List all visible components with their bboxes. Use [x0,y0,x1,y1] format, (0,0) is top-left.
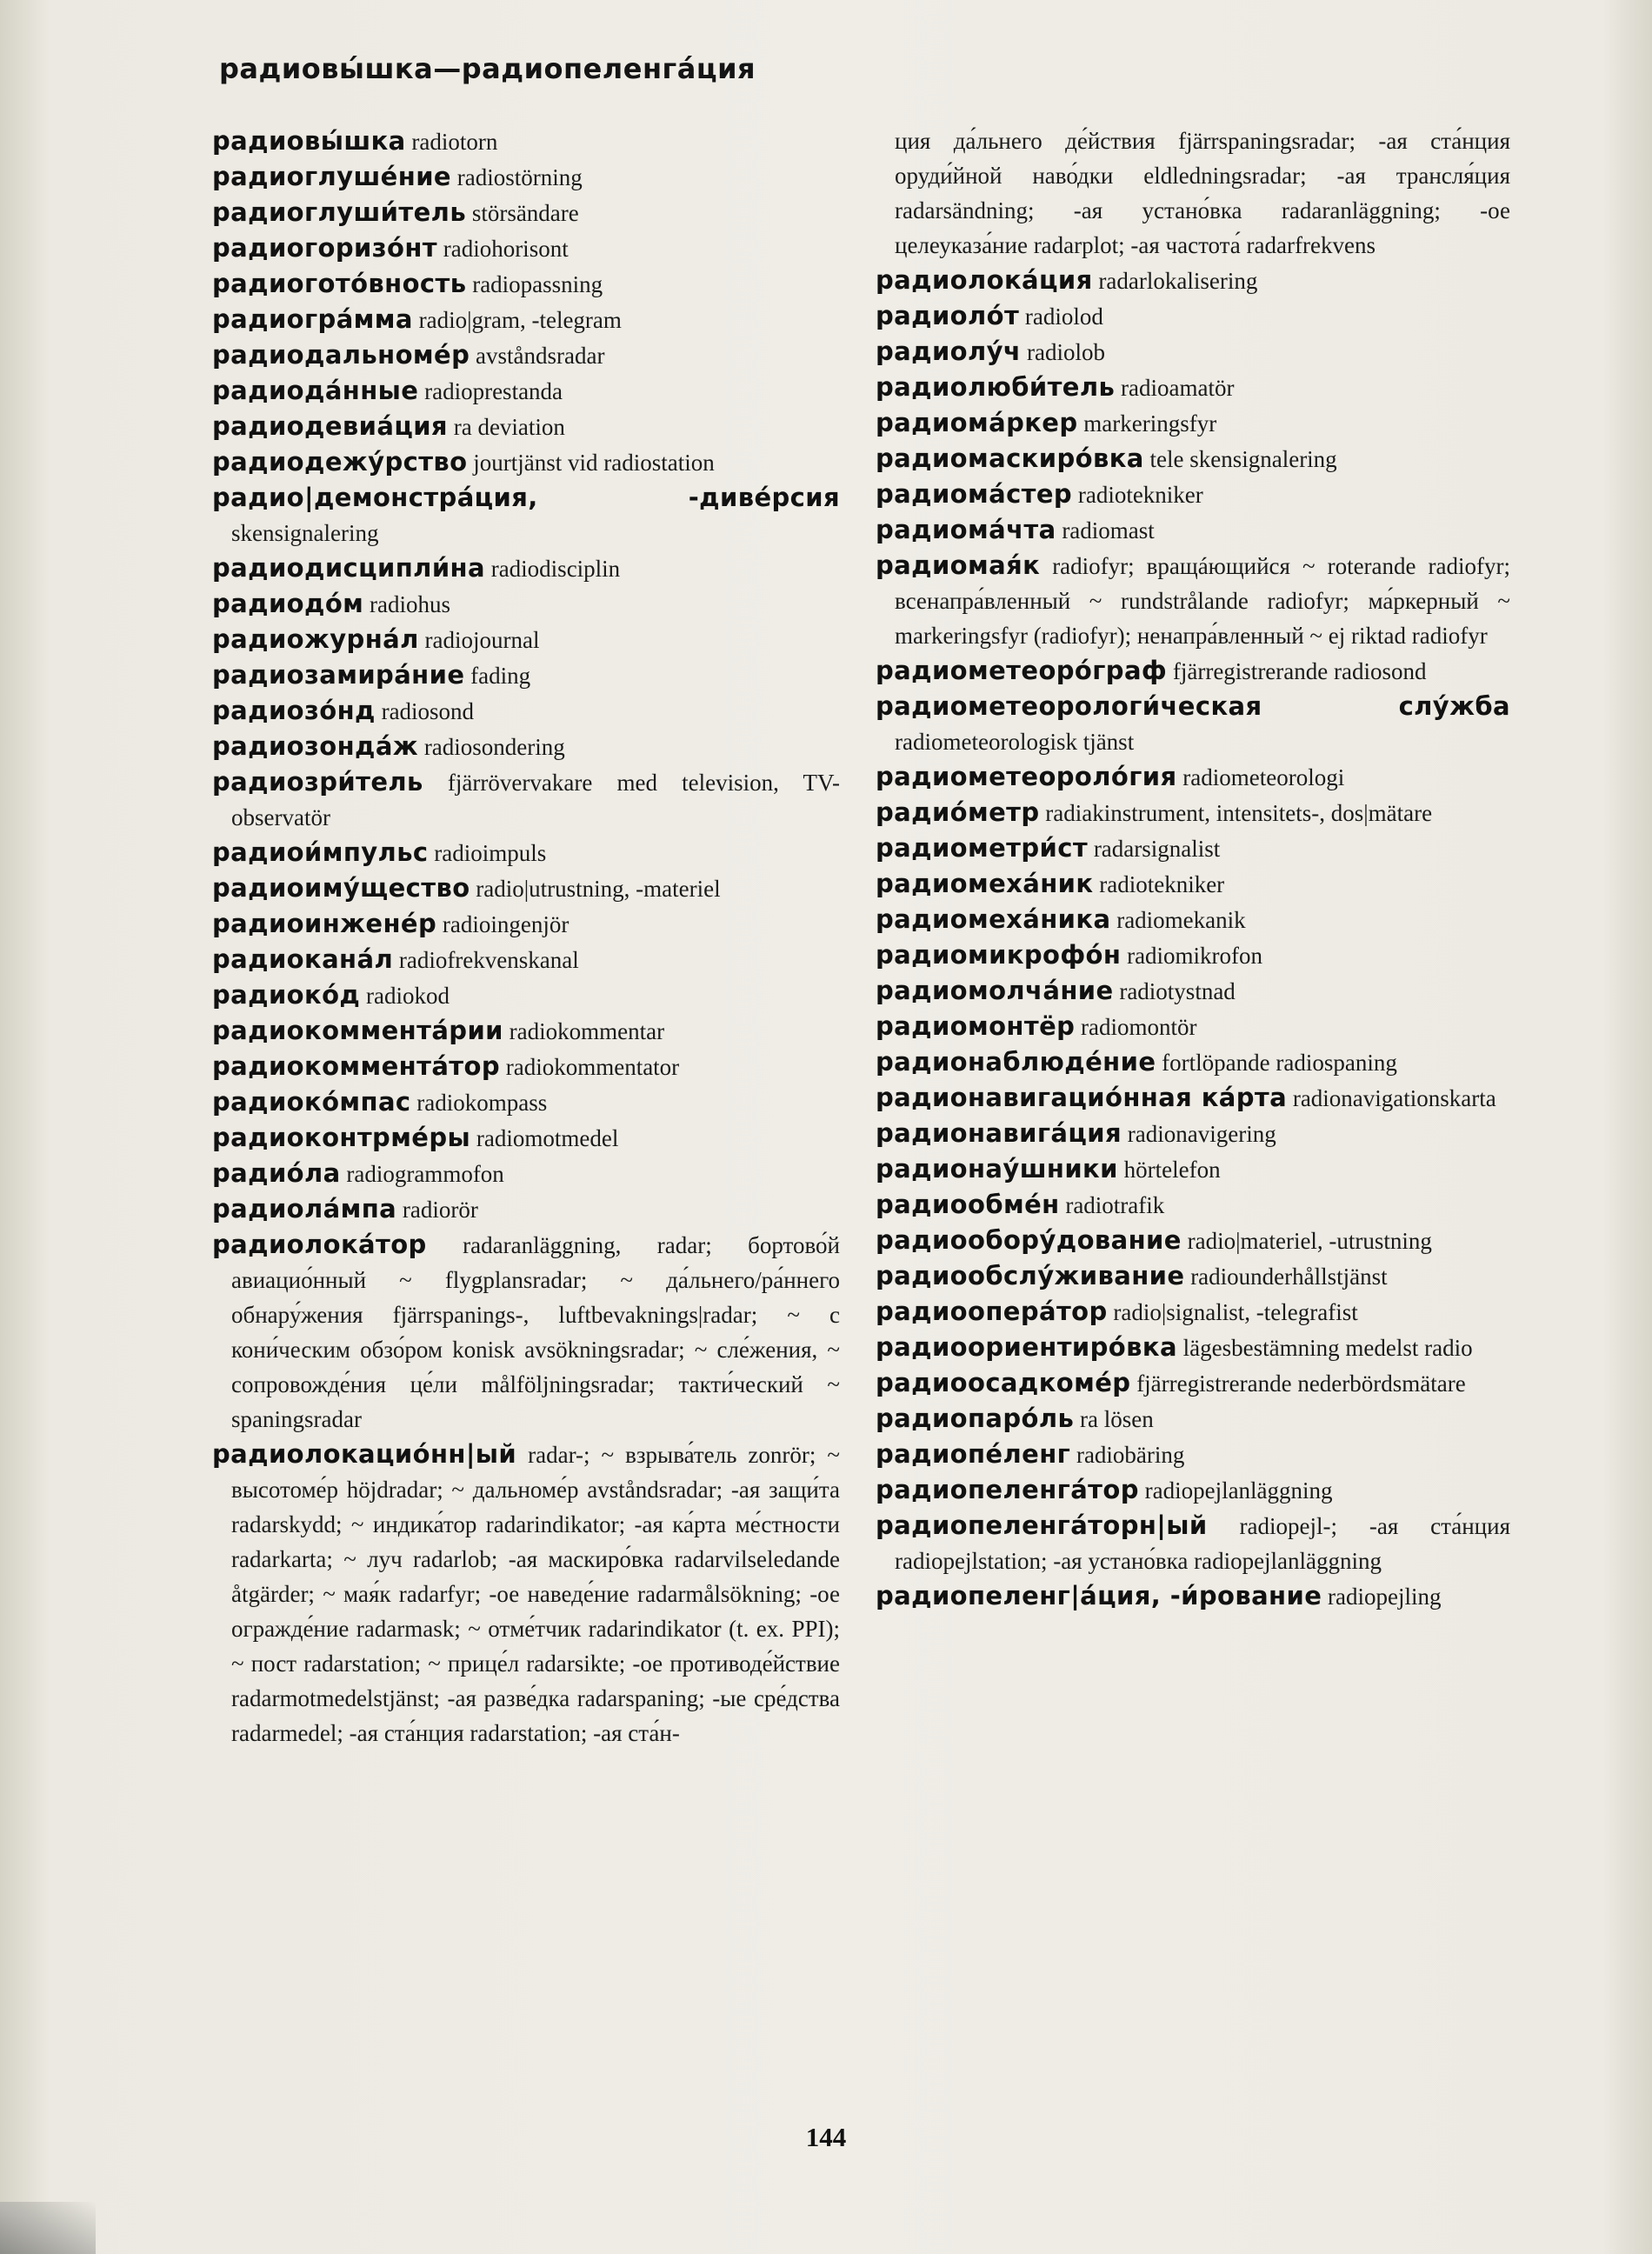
headword: радиоосадкоме́р [876,1368,1131,1397]
headword: радионаблюде́ние [876,1047,1156,1077]
headword: радиожурна́л [212,624,419,654]
dictionary-entry [212,195,840,230]
headword: радио́ла [212,1158,341,1188]
headword: радиогото́вность [212,269,467,298]
definition: radioimpuls [428,840,547,866]
dictionary-entry [876,298,1510,334]
dictionary-entry [212,729,840,764]
definition: lägesbestämning medelst radio [1176,1335,1473,1361]
headword: радиома́стер [876,479,1073,509]
headword: радиопеленга́тор [876,1475,1139,1504]
headword: радиопеленга́торн|ый [876,1510,1208,1540]
dictionary-entry [876,1187,1510,1223]
definition: radiosondering [418,734,565,760]
headword: радиогоризо́нт [212,233,437,263]
dictionary-entry [212,230,840,266]
headword: радиомеха́ник [876,869,1094,898]
definition: radiolob [1021,339,1105,365]
dictionary-entry [212,123,840,159]
dictionary-entry [876,1437,1510,1472]
definition: radio|utrustning, -materiel [470,876,721,902]
headword: радиоко́д [212,980,361,1010]
definition: radiometeorologisk tjänst [895,729,1135,755]
headword: радиоопера́тор [876,1297,1108,1326]
dictionary-entry [876,795,1510,830]
dictionary-entry [212,586,840,622]
headword: радиоконтрме́ры [212,1123,471,1152]
definition: radiohus [363,591,450,617]
headword: радиометеорологи́ческая слу́жба [876,691,1510,721]
scan-shadow [0,2202,96,2254]
dictionary-entry [876,123,1510,263]
headword: радиомонтёр [876,1011,1076,1041]
definition: radiomekanik [1110,907,1246,933]
headword: радиоглуше́ние [212,162,451,191]
definition: radiokommentar [503,1018,665,1044]
definition: radionavigationskarta [1287,1085,1496,1111]
headword: радиомеха́ника [876,904,1111,934]
dictionary-entry [876,1223,1510,1258]
dictionary-entry [876,1151,1510,1187]
definition: radiokompass [410,1090,548,1116]
dictionary-entry [876,689,1510,759]
definition: radar-; ~ взрыва́тель zonrör; ~ высотоме́р höjdradar; ~ дальноме́р avståndsradar; -ая защи́та radarskydd; ~ индика́тор radarindikator; -ая ка́рта ме́стности radarkarta; ~ луч radarlob; -ая маскиро́вка radarvilseledande åtgärder; ~ мая́к radarfyr; -ое наведе́ние radarmålsökning; -ое огражде́ние radarmask; ~ отме́тчик radarindikator (t. ex. PPI); ~ пост radarstation; ~ прице́л radarsikte; -ое противоде́йствие radarmotmedelstjänst; -ая разве́дка radarspaning; -ые сре́дства radarmedel; -ая ста́нция radarstation; -ая ста́н- [231,1442,840,1746]
headword: радиопе́ленг [876,1439,1071,1469]
dictionary-entry [876,973,1510,1009]
definition: markeringsfyr [1077,410,1217,437]
dictionary-entry [212,480,840,550]
definition: radiohorisont [436,236,569,262]
headword: радиометеороло́гия [876,762,1177,791]
dictionary-entry [212,906,840,942]
dictionary-entry [212,657,840,693]
definition: radiometeorologi [1176,764,1345,790]
definition: radio|gram, -telegram [412,307,622,333]
dictionary-entry [876,1044,1510,1080]
headword: радиода́нные [212,376,419,405]
definition: fjärregistrerande nederbördsmätare [1130,1370,1466,1397]
definition: fjärrövervakare med television, TV-observatör [231,770,840,830]
definition: radaranläggning, radar; бортово́й авиацио́нный ~ flygplansradar; ~ да́льнего/ра́ннего обнару́жения fjärrspanings-, luftbevaknings|radar; ~ с кони́ческим обзо́ром konisk avsökningsradar; ~ сле́жения, ~ сопровожде́ния це́ли målföljningsradar; такти́ческий ~ spaningsradar [231,1232,840,1432]
dictionary-entry [212,337,840,373]
headword: радиообме́н [876,1190,1060,1219]
dictionary-entry [876,370,1510,405]
headword: радиолу́ч [876,337,1022,366]
definition: radiopejling [1322,1584,1442,1610]
headword: радиоориентиро́вка [876,1332,1177,1362]
headword: радиодежу́рство [212,447,468,477]
dictionary-entry [212,977,840,1013]
headword: радиоглуши́тель [212,197,467,227]
headword: радиопеленг|а́ция, -и́рование [876,1581,1322,1610]
definition: radiotystnad [1113,978,1236,1004]
dictionary-entry [212,764,840,835]
dictionary-entry [876,1508,1510,1578]
headword: радиозо́нд [212,696,376,725]
definition: radiorör [396,1197,478,1223]
dictionary-entry [876,1578,1510,1614]
headword: радиоко́мпас [212,1087,411,1117]
dictionary-entry [212,835,840,870]
definition: radionavigering [1122,1121,1276,1147]
definition: radiopejl-; -ая ста́нция radiopejlstation; -ая устано́вка radiopejlanläggning [895,1513,1510,1574]
definition: radiogrammofon [340,1161,504,1187]
dictionary-entry [212,266,840,302]
dictionary-entry [212,870,840,906]
dictionary-entry [212,302,840,337]
definition: radioprestanda [418,378,563,404]
definition: fortlöpande radiospaning [1156,1050,1397,1076]
definition: radiopassning [466,271,603,297]
dictionary-entry [212,373,840,409]
headword: радиообору́дование [876,1225,1182,1255]
headword: радиолокáтор [212,1230,427,1259]
dictionary-entry [876,405,1510,441]
dictionary-entry [876,548,1510,653]
definition: radiotorn [405,129,498,155]
headword: радиома́ркер [876,408,1078,437]
definition: radiofyr; вращáющийся ~ roterande radiofyr; всенапра́вленный ~ rundstrålande radiofyr; ма́ркерный ~ markeringsfyr (radiofyr); ненапра́вленный ~ ej riktad radiofyr [895,553,1510,649]
dictionary-entry [876,263,1510,298]
headword: радиоло́т [876,301,1020,330]
bleed-through-text [861,52,1294,122]
dictionary-entry [876,334,1510,370]
definition: radioingenjör [436,911,570,937]
definition: radiolod [1019,303,1103,330]
headword: радиодисципли́на [212,553,485,583]
definition: radio|signalist, -telegrafist [1107,1299,1358,1325]
dictionary-entry [876,1472,1510,1508]
headword: радиомикрофо́н [876,940,1122,970]
dictionary-entry [876,1330,1510,1365]
headword: радиоиму́щество [212,873,470,903]
dictionary-entry [876,1365,1510,1401]
dictionary-entry [876,653,1510,689]
definition: radiostörning [450,164,583,190]
headword: радиометеоро́граф [876,656,1168,685]
dictionary-entry [876,1258,1510,1294]
headword: радиоинжене́р [212,909,437,938]
dictionary-entry [212,1084,840,1120]
definition: radiokod [360,983,450,1009]
dictionary-entry [876,759,1510,795]
dictionary-entry [212,1120,840,1156]
dictionary-entry [212,1437,840,1751]
definition: fading [464,663,531,689]
dictionary-entry [876,512,1510,548]
headword: радио|демонстра́ция, -диве́рсия [212,483,840,512]
dictionary-entry [876,902,1510,937]
dictionary-entry [212,1013,840,1049]
headword: радиометри́ст [876,833,1089,863]
headword: радиозонда́ж [212,731,419,761]
definition: radiotrafik [1059,1192,1165,1218]
dictionary-entry [876,477,1510,512]
headword: радиопаро́ль [876,1404,1075,1433]
headword: радионау́шники [876,1154,1118,1184]
dictionary-entry [212,550,840,586]
dictionary-entry [212,444,840,480]
headword: радиолокацио́нн|ый [212,1439,517,1469]
dictionary-entry [876,441,1510,477]
headword: радиодевиа́ция [212,411,448,441]
definition: radiosond [375,698,475,724]
definition: radiotekniker [1072,482,1203,508]
dictionary-entry [212,409,840,444]
definition: skensignalering [231,520,379,546]
definition: radiomotmedel [470,1125,619,1151]
headword: радиомаскиро́вка [876,443,1144,473]
definition: radiopejlanläggning [1138,1477,1333,1504]
headword: радиокомментáтор [212,1051,500,1081]
right-column [876,123,1510,1614]
definition: avståndsradar [470,343,605,369]
dictionary-entry [876,866,1510,902]
definition: radiomikrofon [1121,943,1263,969]
definition: fjärregistrerande radiosond [1167,658,1427,684]
definition: störsändare [466,200,579,226]
headword: радиовы́шка [212,126,406,156]
dictionary-entry [212,159,840,195]
headword: радиообслу́живание [876,1261,1185,1290]
headword: радиолока́ция [876,265,1093,295]
headword: радиокомментáрии [212,1016,503,1045]
headword: радионавигацио́нная ка́рта [876,1083,1288,1112]
headword: радиома́чта [876,515,1056,544]
definition: radiofrekvenskanal [393,947,579,973]
dictionary-entry [212,1049,840,1084]
headword: радиогра́мма [212,304,413,334]
page-number: 144 [805,2122,847,2152]
definition: radarsignalist [1088,836,1221,862]
dictionary-entry [212,622,840,657]
definition: radioamatör [1115,375,1235,401]
headword: радиолюби́тель [876,372,1116,402]
definition: radio|materiel, -utrustning [1181,1228,1432,1254]
dictionary-entry [876,830,1510,866]
definition: ra deviation [447,414,565,440]
definition: radiokommentator [499,1054,680,1080]
dictionary-entry [212,1227,840,1437]
dictionary-entry [876,1116,1510,1151]
dictionary-entry [876,1080,1510,1116]
headword: радиозри́тель [212,767,423,797]
headword: радиола́мпа [212,1194,397,1224]
headword: радиокана́л [212,944,394,974]
dictionary-entry [876,1294,1510,1330]
headword: радиодальноме́р [212,340,470,370]
headword: радиодо́м [212,589,364,618]
definition: radarlokalisering [1092,268,1258,294]
definition: radiomontör [1075,1014,1197,1040]
dictionary-entry [212,693,840,729]
headword: радионавига́ция [876,1118,1122,1148]
definition: radiobäring [1070,1442,1185,1468]
dictionary-entry [212,942,840,977]
definition: jourtjänst vid radiostation [467,450,715,476]
headword: радиомая́к [876,550,1041,580]
definition: radiotekniker [1093,871,1225,897]
definition: ция да́льнего де́йствия fjärrspaningsradar; -ая ста́нция оруди́йной наво́дки eldledningsradar; -ая трансля́ция radarsändning; -ая устано́вка radaranläggning; -ое целеуказа́ние radarplot; -ая частота́ radarfrekvens [895,128,1510,258]
dictionary-entry [876,1009,1510,1044]
headword: радиои́мпульс [212,837,429,867]
dictionary-entry [876,937,1510,973]
headword: радио́метр [876,797,1040,827]
dictionary-entry [212,1156,840,1191]
definition: hörtelefon [1117,1157,1221,1183]
definition: ra lösen [1074,1406,1154,1432]
definition: tele skensignalering [1143,446,1337,472]
dictionary-entry [876,1401,1510,1437]
definition: radiodisciplin [484,556,621,582]
definition: radiakinstrument, intensitets-, dos|mätare [1039,800,1433,826]
dictionary-entry [212,1191,840,1227]
headword: радиомолча́ние [876,976,1114,1005]
page-header: радиовы́шка—радиопеленга́ция [219,52,756,85]
headword: радиозамира́ние [212,660,465,690]
definition: radiomast [1056,517,1155,543]
definition: radiounderhållstjänst [1184,1264,1388,1290]
definition: radiojournal [418,627,540,653]
left-column [212,123,840,1751]
